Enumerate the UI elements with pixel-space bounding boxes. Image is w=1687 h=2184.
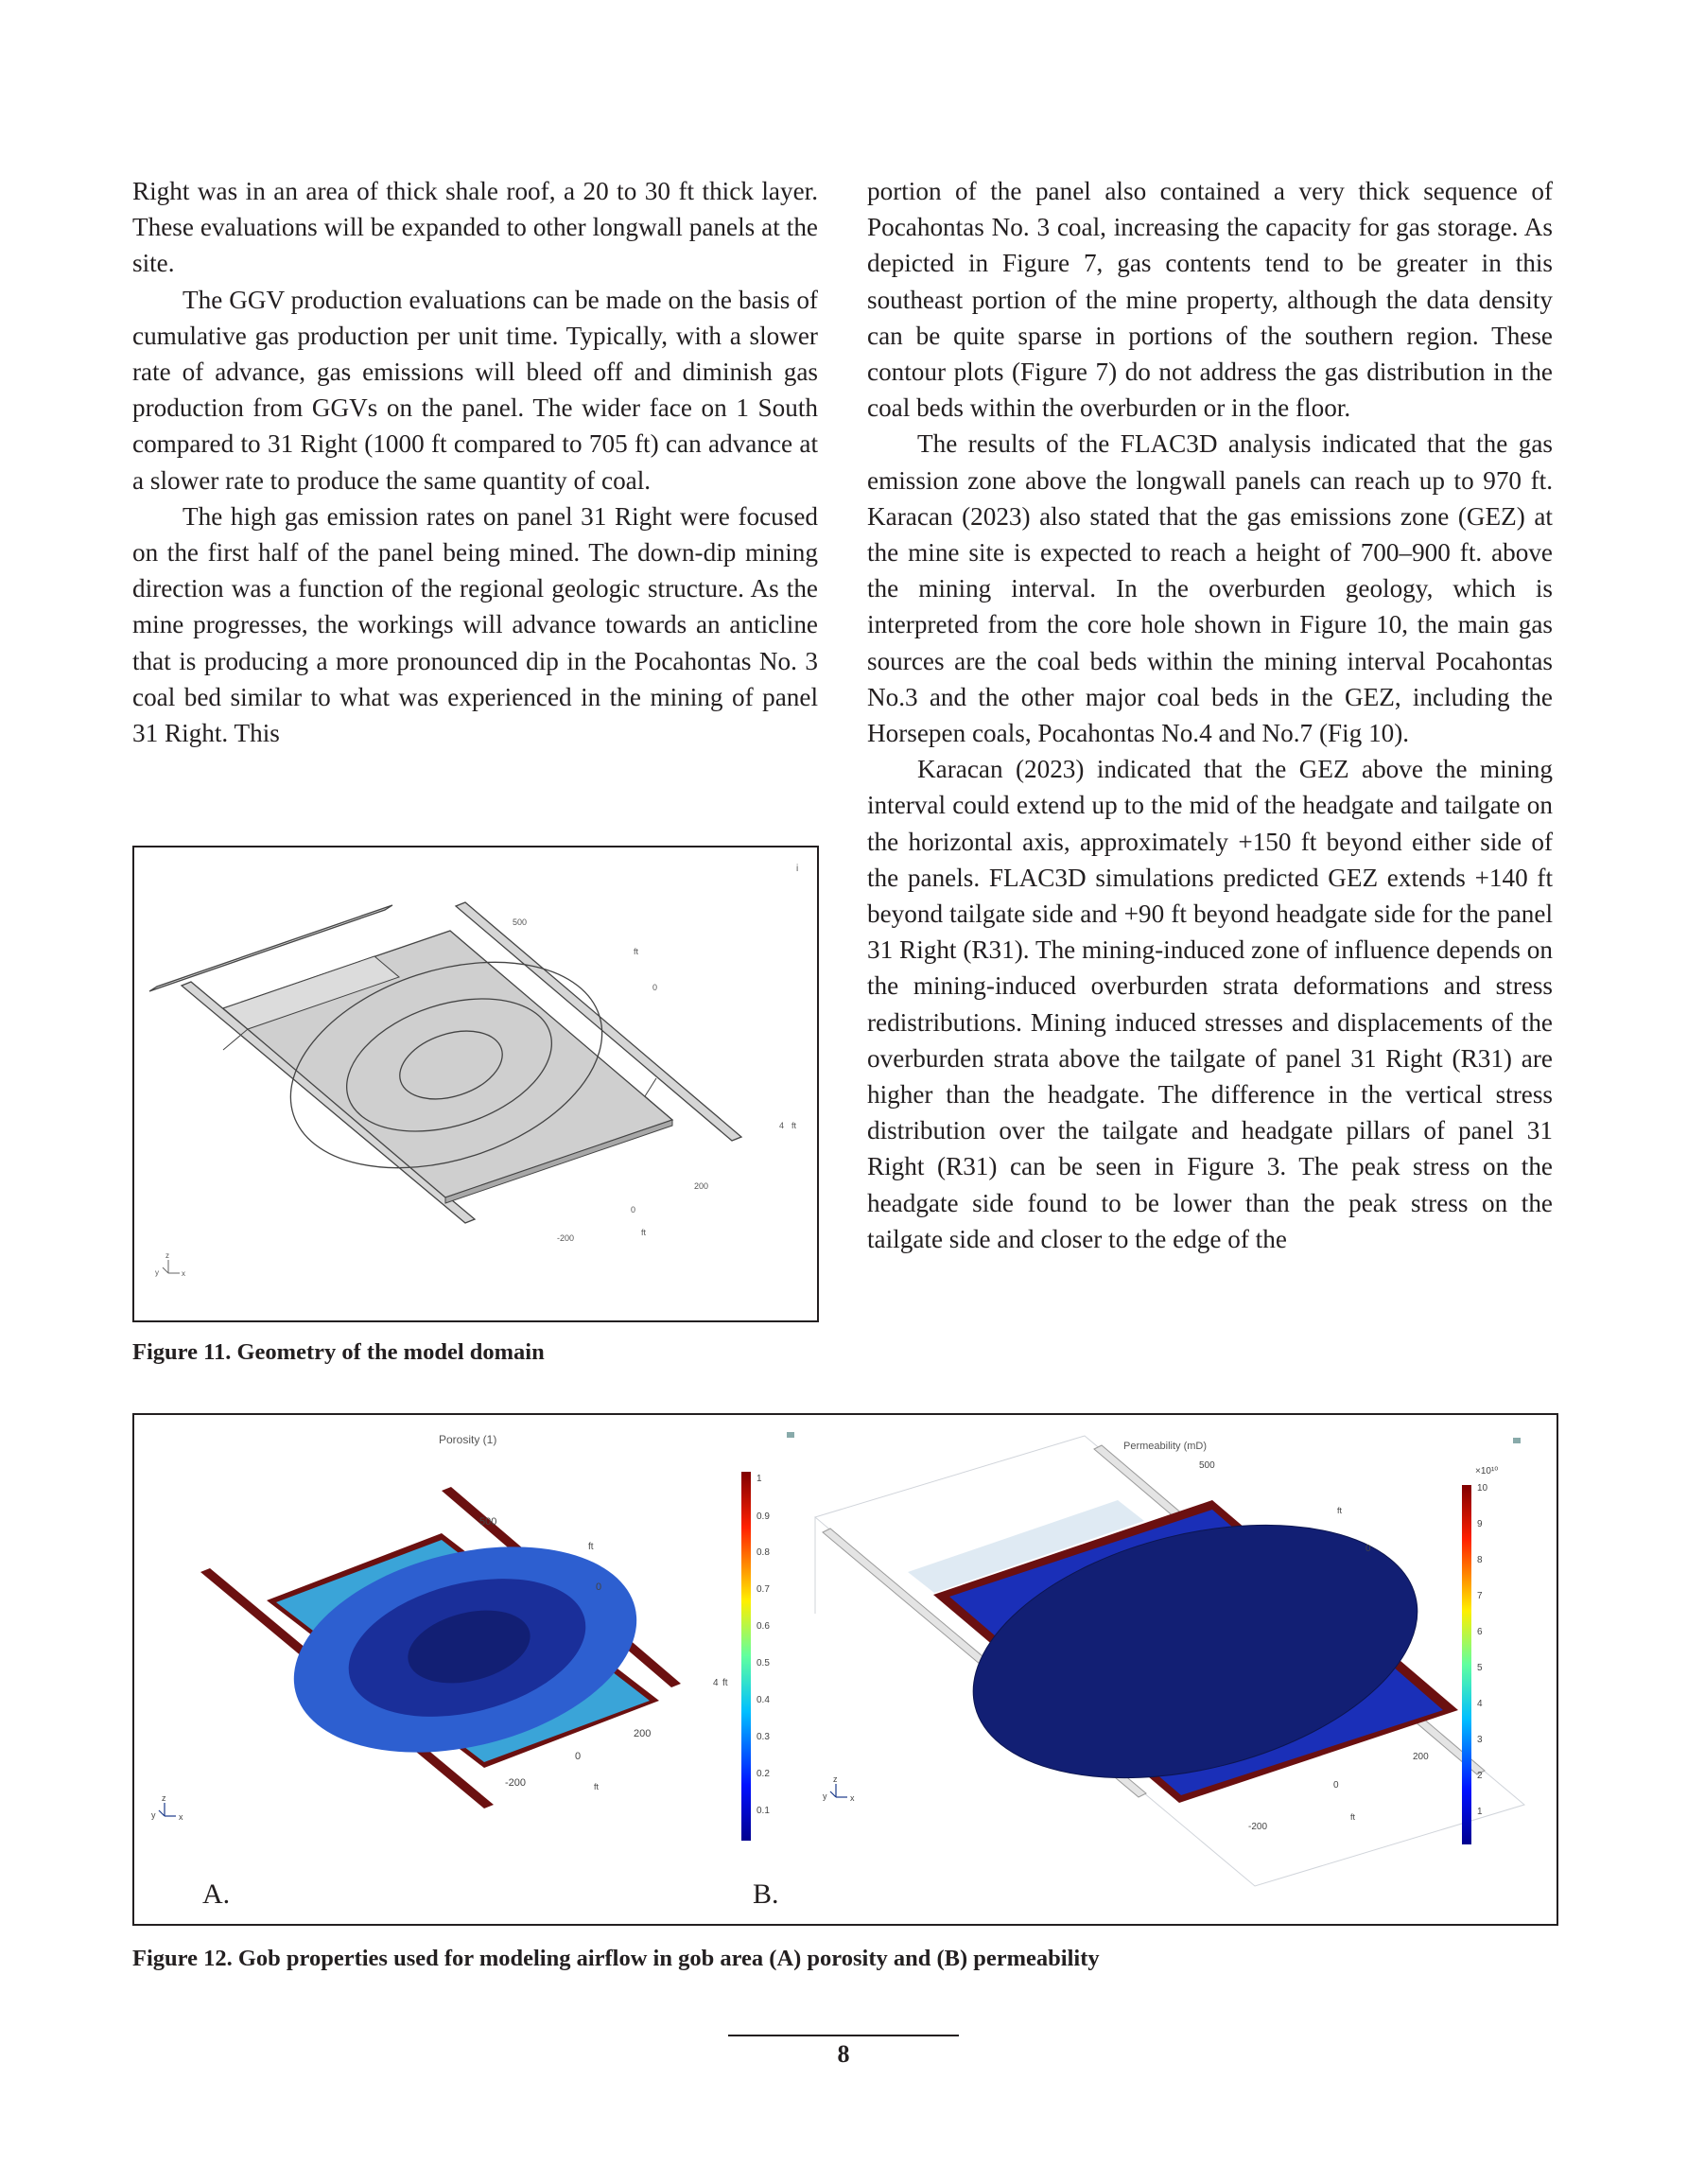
colorbar-tick: 0.4 <box>757 1695 770 1705</box>
svg-text:x: x <box>179 1812 183 1822</box>
axis-label: ft <box>594 1782 600 1791</box>
svg-text:y: y <box>823 1791 827 1801</box>
axis-label: 200 <box>634 1728 652 1739</box>
porosity-colorbar-ticks <box>757 1474 770 1816</box>
porosity-plot-title: Porosity (1) <box>439 1433 497 1446</box>
axis-label: 0 <box>631 1205 636 1214</box>
axis-label: 4 <box>779 1121 785 1130</box>
colorbar-tick: 2 <box>1477 1771 1483 1781</box>
colorbar-tick: 0.9 <box>757 1511 770 1522</box>
axis-label: -200 <box>1248 1822 1268 1832</box>
axis-label: ft <box>634 947 639 956</box>
colorbar-tick: 5 <box>1477 1663 1483 1673</box>
page-number: 8 <box>837 2040 850 2068</box>
camera-icon <box>787 1432 794 1438</box>
colorbar-tick: 9 <box>1477 1519 1483 1529</box>
axis-triad-icon <box>823 1774 855 1803</box>
figure-11-caption: Figure 11. Geometry of the model domain <box>132 1339 545 1365</box>
axis-label: -200 <box>557 1233 575 1243</box>
axis-label: 200 <box>1413 1752 1429 1762</box>
axis-label: 200 <box>694 1181 709 1191</box>
colorbar-tick: 0.5 <box>757 1658 770 1669</box>
svg-text:z: z <box>165 1251 169 1260</box>
colorbar-tick: 0.8 <box>757 1547 770 1558</box>
axis-label: ft <box>791 1121 797 1130</box>
colorbar-tick: 0.1 <box>757 1806 770 1816</box>
camera-icon <box>1513 1438 1521 1443</box>
colorbar-tick: 0.6 <box>757 1621 770 1632</box>
colorbar-tick: 3 <box>1477 1735 1483 1745</box>
svg-text:y: y <box>151 1810 156 1820</box>
colorbar-tick: 7 <box>1477 1591 1483 1601</box>
paragraph: The GGV production evaluations can be made on the basis of cumulative gas production per unit time. Typically, with a slower rate of advance, gas emissions will bleed off and diminish gas production from GGVs on the panel. The wider face on 1 South compared to 31 Right (1000 ft compared to 705 ft) can advance at a slower rate to produce the same quantity of coal. <box>132 285 818 495</box>
axis-label: 0 <box>1333 1780 1339 1791</box>
colorbar-tick: 0.3 <box>757 1732 770 1742</box>
colorbar-tick: 1 <box>757 1474 762 1484</box>
axis-label: 500 <box>513 917 528 927</box>
axis-label: 500 <box>1199 1460 1215 1471</box>
svg-text:x: x <box>850 1793 855 1803</box>
axis-triad-icon <box>151 1793 183 1822</box>
colorbar-tick: 0.2 <box>757 1769 770 1779</box>
axis-label: ft <box>722 1678 728 1688</box>
axis-label: 0 <box>1365 1544 1371 1554</box>
paragraph: The results of the FLAC3D analysis indicated that the gas emission zone above the longwall panels can reach up to 970 ft. Karacan (2023) also stated that the gas emissions zone (GEZ) at the mine site is expected to reach a height of 700–900 ft. above the mining interval. In the overburden geology, which is interpreted from the core hole shown in Figure 10, the main gas sources are the coal beds within the mining interval Pocahontas No.3 and the other major coal beds in the GEZ, including the Horsepen coals, Pocahontas No.4 and No.7 (Fig 10). <box>867 429 1553 748</box>
colorbar-tick: 0.7 <box>757 1584 770 1595</box>
left-text-column <box>132 173 818 751</box>
gob-slab <box>223 931 672 1197</box>
colorbar-tick: 1 <box>1477 1807 1483 1817</box>
figure-12-frame <box>132 1413 1558 1926</box>
svg-text:z: z <box>162 1793 166 1803</box>
svg-text:y: y <box>155 1268 159 1277</box>
permeability-colorbar <box>1462 1485 1471 1844</box>
axis-label: 0 <box>652 983 658 992</box>
porosity-colorbar <box>741 1472 751 1841</box>
axis-label: ft <box>641 1228 647 1237</box>
colorbar-multiplier: ×10¹⁰ <box>1475 1466 1499 1476</box>
corner-label: i <box>796 864 799 874</box>
colorbar-tick: 10 <box>1477 1483 1488 1494</box>
axis-triad-icon <box>155 1251 185 1278</box>
gob-properties-figure <box>134 1415 1557 1924</box>
axis-label: ft <box>1350 1812 1356 1822</box>
axis-label: 0 <box>596 1581 602 1593</box>
panel-b-label: B. <box>753 1878 779 1910</box>
figure-12-caption: Figure 12. Gob properties used for modeling airflow in gob area (A) porosity and (B) permeability <box>132 1946 1100 1971</box>
figure-11-frame <box>132 846 819 1322</box>
corner-line <box>223 1029 248 1050</box>
axis-label: 4 <box>713 1678 719 1688</box>
paragraph: Right was in an area of thick shale roof, a 20 to 30 ft thick layer. These evaluations will be expanded to other longwall panels at the site. <box>132 177 818 278</box>
model-domain-geometry <box>134 847 817 1320</box>
axis-label: ft <box>588 1542 594 1552</box>
axis-label: -200 <box>505 1777 527 1789</box>
panel-a-label: A. <box>202 1878 231 1910</box>
colorbar-tick: 6 <box>1477 1627 1483 1637</box>
right-text-column <box>867 173 1553 1257</box>
axis-label: 0 <box>575 1751 582 1762</box>
paragraph: The high gas emission rates on panel 31 Right were focused on the first half of the panel being mined. The down-dip mining direction was a function of the regional geologic structure. As the mine progresses, the workings will advance towards an anticline that is producing a more pronounced dip in the Pocahontas No. 3 coal bed similar to what was experienced in the mining of panel 31 Right. This <box>132 501 818 748</box>
permeability-plot-title: Permeability (mD) <box>1123 1441 1208 1452</box>
colorbar-tick: 8 <box>1477 1555 1483 1565</box>
axis-label: 500 <box>479 1516 497 1528</box>
svg-text:x: x <box>182 1269 185 1278</box>
paragraph: Karacan (2023) indicated that the GEZ above the mining interval could extend up to the mid of the headgate and tailgate on the horizontal axis, approximately +150 ft beyond either side of the panels. FLAC3D simulations predicted GEZ extends +140 ft beyond tailgate side and +90 ft beyond headgate side for the panel 31 Right (R31). The mining-induced zone of influence depends on the mining-induced overburden strata deformations and stress redistributions. Mining induced stresses and displacements of the overburden strata above the tailgate of panel 31 Right (R31) are higher than the headgate. The difference in the vertical stress distribution over the tailgate and headgate pillars of panel 31 Right (R31) can be seen in Figure 3. The peak stress on the headgate side found to be lower than the peak stress on the tailgate side and closer to the edge of the <box>867 755 1553 1253</box>
paragraph: portion of the panel also contained a very thick sequence of Pocahontas No. 3 coal, increasing the capacity for gas storage. As depicted in Figure 7, gas contents tend to be greater in this southeast portion of the mine property, although the data density can be quite sparse in portions of the southern region. These contour plots (Figure 7) do not address the gas distribution in the coal beds within the overburden or in the floor. <box>867 177 1553 423</box>
corner-line <box>645 1078 656 1096</box>
axis-label: ft <box>1337 1506 1343 1515</box>
colorbar-tick: 4 <box>1477 1699 1483 1709</box>
footer-rule <box>728 2035 959 2036</box>
svg-text:z: z <box>833 1774 838 1784</box>
